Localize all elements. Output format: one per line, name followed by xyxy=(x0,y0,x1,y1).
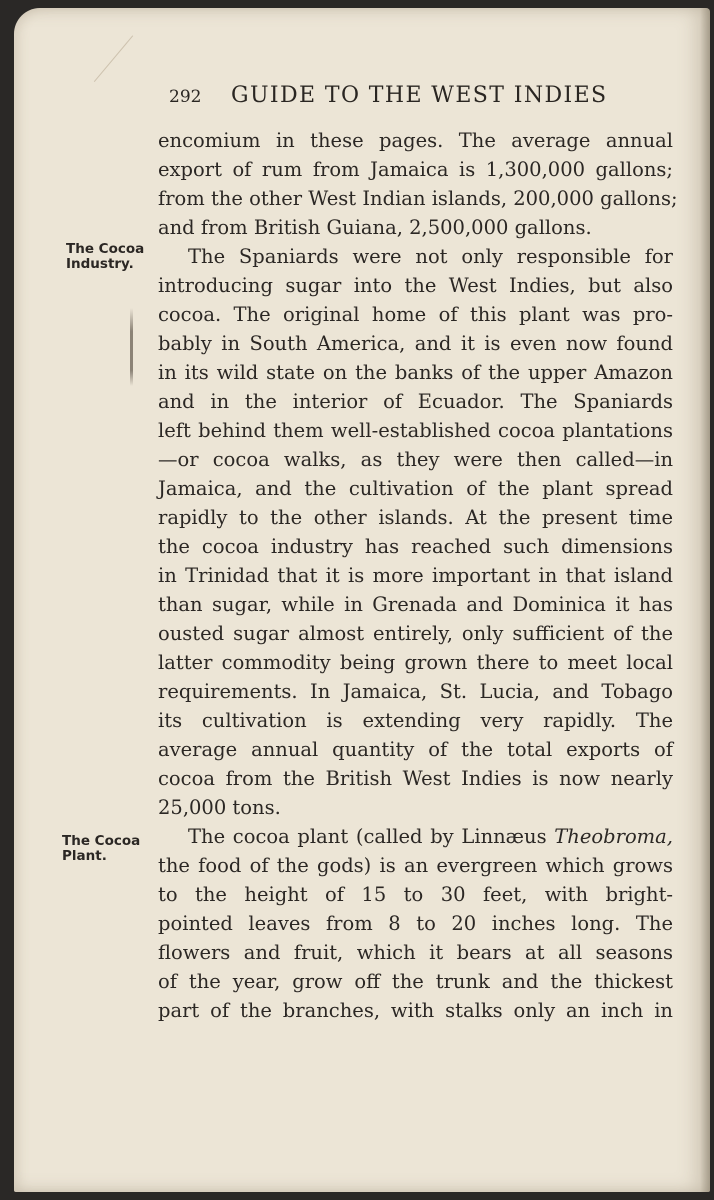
margin-note-line: The Cocoa xyxy=(66,241,145,257)
text-line: the food of the gods) is an evergreen which grows xyxy=(158,854,673,877)
text-line: cocoa. The original home of this plant was pro- xyxy=(158,303,673,326)
text-line: and in the interior of Ecuador. The Spaniards xyxy=(158,390,673,413)
margin-note-line: Plant. xyxy=(62,848,107,864)
italic-term-theobroma: Theobroma, xyxy=(554,825,674,848)
book-page xyxy=(14,8,710,1192)
text-line: part of the branches, with stalks only an inch in xyxy=(158,999,673,1022)
text-line: introducing sugar into the West Indies, but also xyxy=(158,274,673,297)
text-line: than sugar, while in Grenada and Dominica it has xyxy=(158,593,673,616)
margin-ink-stain xyxy=(130,308,133,386)
text-line: its cultivation is extending very rapidly. The xyxy=(158,709,673,732)
body-text xyxy=(158,126,678,1025)
text-line: export of rum from Jamaica is 1,300,000 gallons; xyxy=(158,158,673,181)
text-line: from the other West Indian islands, 200,000 gallons; xyxy=(158,187,678,210)
text-line: left behind them well-established cocoa plantations xyxy=(158,419,673,442)
text-line: pointed leaves from 8 to 20 inches long. The xyxy=(158,912,673,935)
text-line: Jamaica, and the cultivation of the plant spread xyxy=(158,477,673,500)
text-line: flowers and fruit, which it bears at all seasons xyxy=(158,941,673,964)
text-line: the cocoa industry has reached such dimensions xyxy=(158,535,673,558)
text-line: to the height of 15 to 30 feet, with bright- xyxy=(158,883,673,906)
text-line: rapidly to the other islands. At the present time xyxy=(158,506,673,529)
text-line: The Spaniards were not only responsible for xyxy=(188,245,673,268)
text-line-with-italic xyxy=(158,822,673,851)
margin-note-cocoa-industry xyxy=(66,242,144,272)
page-header xyxy=(169,83,639,113)
page-scratch-mark xyxy=(94,35,179,120)
text-line: and from British Guiana, 2,500,000 gallons. xyxy=(158,216,592,239)
text-line: in its wild state on the banks of the upper Amazon xyxy=(158,361,673,384)
text-line-segment: The cocoa plant (called by Linnæus xyxy=(188,825,547,848)
margin-note-line: The Cocoa xyxy=(62,833,141,849)
text-line: —or cocoa walks, as they were then called—in xyxy=(158,448,673,471)
text-line: of the year, grow off the trunk and the thickest xyxy=(158,970,673,993)
margin-note-cocoa-plant xyxy=(62,834,140,864)
text-line: in Trinidad that it is more important in that island xyxy=(158,564,673,587)
text-line: average annual quantity of the total exports of xyxy=(158,738,673,761)
text-line: cocoa from the British West Indies is now nearly xyxy=(158,767,673,790)
running-head: GUIDE TO THE WEST INDIES xyxy=(231,83,608,108)
text-line: bably in South America, and it is even now found xyxy=(158,332,673,355)
page-number: 292 xyxy=(169,87,202,107)
text-line: encomium in these pages. The average annual xyxy=(158,129,673,152)
text-line: latter commodity being grown there to meet local xyxy=(158,651,673,674)
text-line: 25,000 tons. xyxy=(158,796,281,819)
text-line: ousted sugar almost entirely, only sufficient of the xyxy=(158,622,673,645)
text-line: requirements. In Jamaica, St. Lucia, and Tobago xyxy=(158,680,673,703)
margin-note-line: Industry. xyxy=(66,256,134,272)
